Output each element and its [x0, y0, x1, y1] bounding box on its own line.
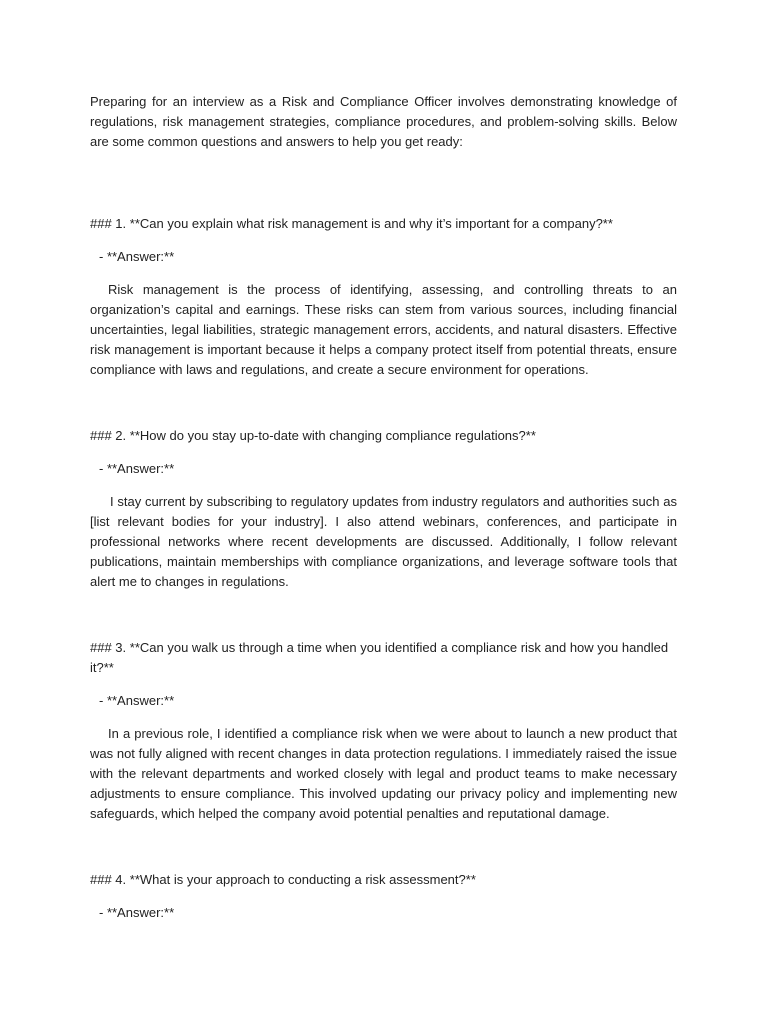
- question-4-heading: ### 4. **What is your approach to conducting a risk assessment?**: [90, 872, 476, 887]
- question-2-answer: I stay current by subscribing to regulatory updates from industry regulators and authorities such as [list relevant bodies for your industry]. I also attend webinars, conferences, and participate in professional networks where recent developments are discussed. Additionally, I follow relevant publications, maintain memberships with compliance organizations, and leverage software tools that alert me to changes in regulations.: [90, 494, 677, 589]
- question-1-heading: ### 1. **Can you explain what risk management is and why it’s important for a company?**: [90, 216, 613, 231]
- document-content: [90, 92, 677, 936]
- question-3-heading: ### 3. **Can you walk us through a time when you identified a compliance risk and how you handled it?**: [90, 640, 669, 675]
- question-4-answer-label: - **Answer:**: [99, 905, 175, 920]
- question-1-answer: Risk management is the process of identifying, assessing, and controlling threats to an organization’s capital and earnings. These risks can stem from various sources, including financial uncertainties, legal liabilities, strategic management errors, accidents, and natural disasters. Effective risk management is important because it helps a company protect itself from potential threats, ensure compliance with laws and regulations, and create a secure environment for operations.: [90, 282, 677, 377]
- question-1-answer-label: - **Answer:**: [99, 249, 175, 264]
- intro-paragraph: Preparing for an interview as a Risk and Compliance Officer involves demonstrating knowledge of regulations, risk management strategies, compliance procedures, and problem-solving skills. Below are some common questions and answers to help you get ready:: [90, 94, 677, 149]
- question-2-heading: ### 2. **How do you stay up-to-date with changing compliance regulations?**: [90, 428, 536, 443]
- question-3-answer: In a previous role, I identified a compliance risk when we were about to launch a new product that was not fully aligned with recent changes in data protection regulations. I immediately raised the issue with the relevant departments and worked closely with legal and product teams to make necessary adjustments to ensure compliance. This involved updating our privacy policy and implementing new safeguards, which helped the company avoid potential penalties and reputational damage.: [90, 726, 677, 821]
- question-3-answer-label: - **Answer:**: [99, 693, 175, 708]
- question-2-answer-label: - **Answer:**: [99, 461, 175, 476]
